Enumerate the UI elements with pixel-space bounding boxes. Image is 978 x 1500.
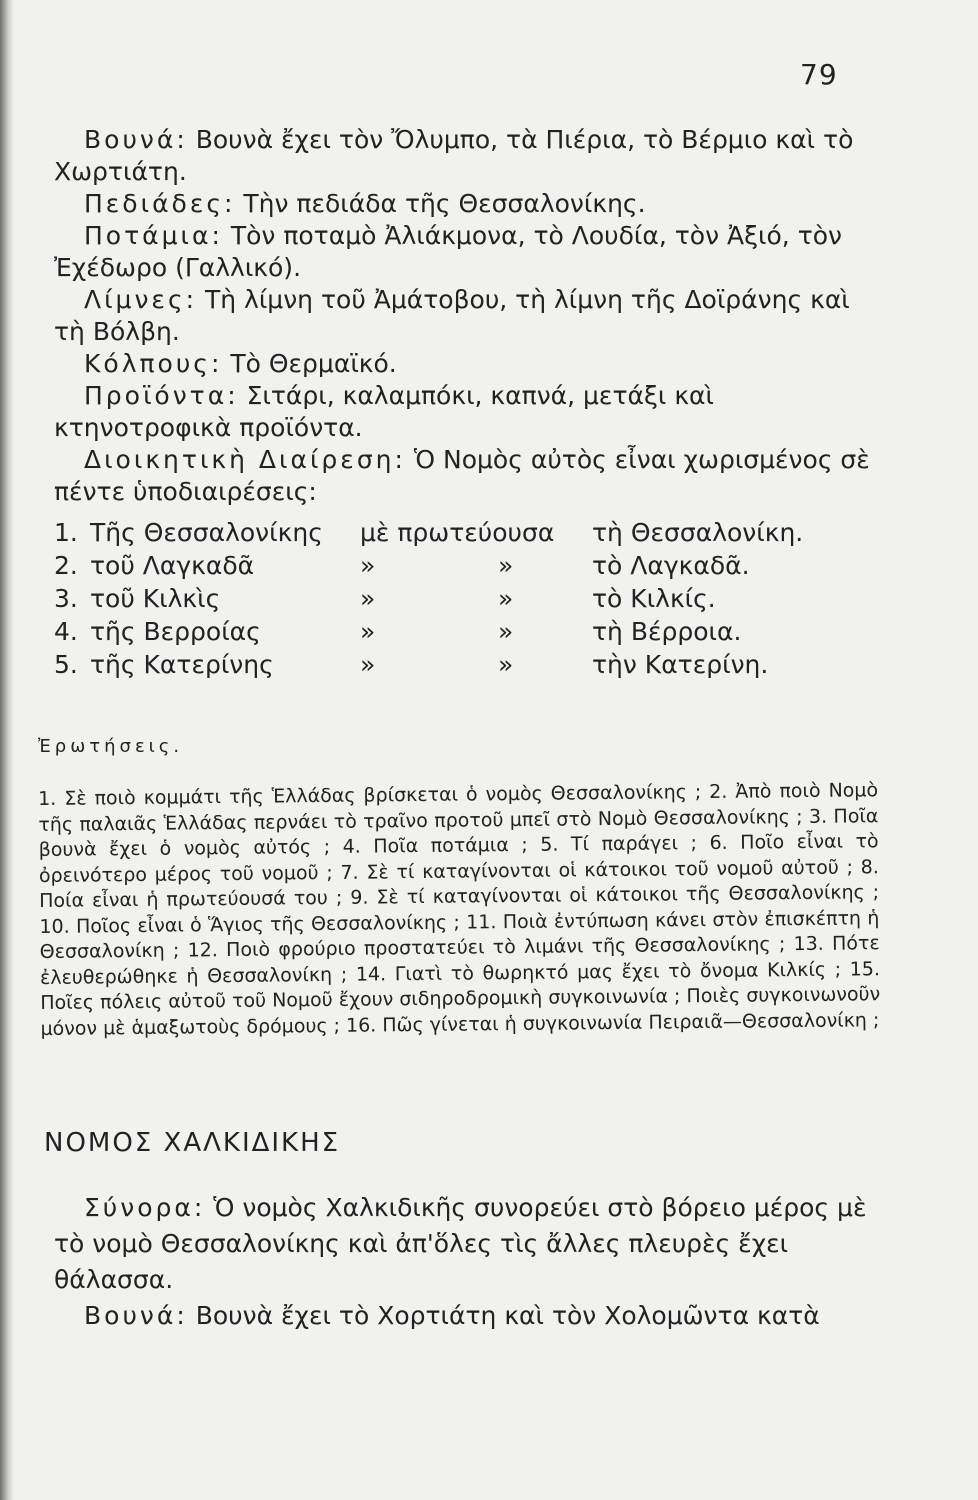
paragraph-rivers	[54, 220, 874, 284]
item-number: 2.	[54, 551, 78, 580]
term-label: Λίμνες:	[84, 285, 198, 314]
term-label: Προϊόντα:	[84, 381, 239, 410]
item-name: τῆς Βερροίας	[90, 617, 261, 646]
item-ditto: »	[498, 551, 514, 580]
paragraph-text: Τὸν ποταμὸ Ἀλιάκμονα, τὸ Λουδία, τὸν Ἀξιό, τὸν Ἐχέδωρο (Γαλλικό).	[54, 221, 843, 282]
paragraph-borders	[54, 1190, 874, 1298]
item-number: 1.	[54, 518, 78, 547]
paragraph-gulfs	[54, 348, 874, 380]
list-item	[54, 615, 874, 648]
item-name: τῆς Κατερίνης	[90, 650, 274, 679]
item-capital: τὴ Βέρροια.	[592, 617, 742, 646]
list-item	[54, 648, 874, 681]
item-ditto: »	[498, 617, 514, 646]
paragraph-text: Τὴν πεδιάδα τῆς Θεσσαλονίκης.	[235, 189, 646, 218]
list-item	[54, 516, 874, 549]
paragraph-mountains-chalkidiki	[54, 1298, 874, 1334]
paragraph-mountains	[54, 124, 874, 188]
list-item	[54, 549, 874, 582]
paragraph-plains	[54, 188, 874, 220]
list-item	[54, 582, 874, 615]
item-capital-label: μὲ πρωτεύουσα	[360, 518, 555, 547]
item-ditto: »	[360, 617, 376, 646]
paragraph-text: Ὁ Νομὸς αὐτὸς εἶναι χωρισμένος σὲ πέντε ὑποδιαιρέσεις:	[54, 445, 870, 506]
paragraph-text: Τὸ Θερμαϊκό.	[222, 349, 397, 378]
term-label: Πεδιάδες:	[84, 189, 236, 218]
item-name: Τῆς Θεσσαλονίκης	[90, 518, 323, 547]
questions-text: 1. Σὲ ποιὸ κομμάτι τῆς Ἑλλάδας βρίσκεται ὁ νομὸς Θεσσαλονίκης ; 2. Ἀπὸ ποιὸ Νομὸ τῆς παλαιᾶς Ἑλλάδας περνάει τὸ τραῖνο προτοῦ μπεῖ στὸ Νομὸ Θεσσαλονίκης ; 3. Ποῖα βουνὰ ἔχει ὁ νομὸς αὐτός ; 4. Ποῖα ποτάμια ; 5. Τί παράγει ; 6. Ποῖο εἶναι τὸ ὀρεινότερο μέρος τοῦ νομοῦ ; 7. Σὲ τί καταγίνονται οἱ κάτοικοι τοῦ νομοῦ αὐτοῦ ; 8. Ποία εἶναι ἡ πρωτεύουσά του ; 9. Σὲ τί καταγίνονται οἱ κάτοικοι τῆς Θεσσαλονίκης ; 10. Ποῖος εἶναι ὁ Ἅγιος τῆς Θεσσαλονίκης ; 11. Ποιὰ ἐντύπωση κάνει στὸν ἐπισκέπτη ἡ Θεσσαλονίκη ; 12. Ποιὸ φρούριο προστατεύει τὸ λιμάνι τῆς Θεσσαλονίκης ; 13. Πότε ἐλευθερώθηκε ἡ Θεσσαλονίκη ; 14. Γιατὶ τὸ θωρηκτό μας ἔχει τὸ ὄνομα Κιλκίς ; 15. Ποῖες πόλεις αὐτοῦ τοῦ Νομοῦ ἔχουν σιδηροδρομικὴ συγκοινωνία ; Ποιὲς συγκοινωνοῦν μόνον μὲ ἁμαξωτοὺς δρόμους ; 16. Πῶς γίνεται ἡ συγκοινωνία Πειραιᾶ—Θεσσαλονίκη ;	[38, 779, 881, 1040]
paragraph-text: Σιτάρι, καλαμπόκι, καπνά, μετάξι καὶ κτηνοτροφικὰ προϊόντα.	[54, 381, 714, 442]
item-name: τοῦ Κιλκὶς	[90, 584, 221, 613]
questions-heading: Ἐρωτήσεις.	[38, 736, 184, 757]
geography-section	[54, 124, 874, 508]
item-number: 3.	[54, 584, 78, 613]
term-label: Βουνά:	[84, 125, 188, 154]
term-label: Βουνά:	[84, 1301, 188, 1330]
item-capital: τὴν Κατερίνη.	[592, 650, 769, 679]
paragraph-text: Βουνὰ ἔχει τὸν Ὄλυμπο, τὰ Πιέρια, τὸ Βέρμιο καὶ τὸ Χωρτιάτη.	[54, 125, 854, 186]
subdivision-list	[54, 516, 874, 681]
paragraph-text: Βουνὰ ἔχει τὸ Χορτιάτη καὶ τὸν Χολομῶντα κατὰ	[187, 1301, 820, 1330]
paragraph-text: Ὁ νομὸς Χαλκιδικῆς συνορεύει στὸ βόρειο μέρος μὲ τὸ νομὸ Θεσσαλονίκης καὶ ἀπ'ὅλες τὶς ἄλλες πλευρὲς ἔχει θάλασσα.	[54, 1193, 867, 1294]
paragraph-text: Τὴ λίμνη τοῦ Ἀμάτοβου, τὴ λίμνη τῆς Δοϊράνης καὶ τὴ Βόλβη.	[54, 285, 850, 346]
item-name: τοῦ Λαγκαδᾶ	[90, 551, 255, 580]
paragraph-lakes	[54, 284, 874, 348]
item-ditto: »	[360, 551, 376, 580]
page-edge-shadow	[0, 0, 14, 1500]
item-ditto: »	[360, 650, 376, 679]
term-label: Διοικητικὴ Διαίρεση:	[84, 445, 406, 474]
item-capital: τὸ Κιλκίς.	[592, 584, 716, 613]
paragraph-administration	[54, 444, 874, 508]
item-number: 4.	[54, 617, 78, 646]
term-label: Σύνορα:	[84, 1193, 206, 1222]
item-capital: τὴ Θεσσαλονίκη.	[592, 518, 804, 547]
term-label: Κόλπους:	[84, 349, 223, 378]
item-number: 5.	[54, 650, 78, 679]
chalkidiki-section	[54, 1190, 874, 1334]
page-number: 79	[800, 58, 838, 91]
paragraph-products	[54, 380, 874, 444]
term-label: Ποτάμια:	[84, 221, 223, 250]
item-capital: τὸ Λαγκαδᾶ.	[592, 551, 750, 580]
item-ditto: »	[498, 584, 514, 613]
item-ditto: »	[360, 584, 376, 613]
chapter-title: ΝΟΜΟΣ ΧΑΛΚΙΔΙΚΗΣ	[44, 1128, 341, 1158]
item-ditto: »	[498, 650, 514, 679]
